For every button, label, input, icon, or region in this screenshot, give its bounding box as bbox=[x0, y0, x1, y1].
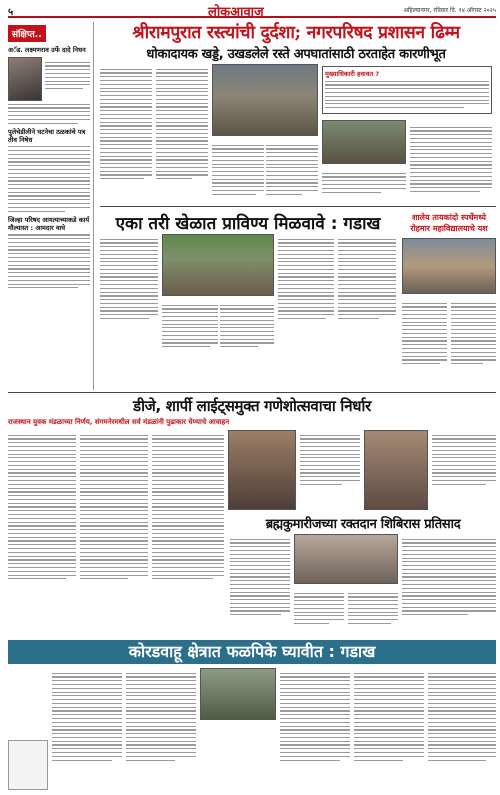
brief-text-2 bbox=[8, 146, 90, 211]
ad-box bbox=[8, 740, 48, 790]
dj-headline: डीजे, शार्पी लाईट्समुक्त गणेशोत्सवाचा निर्धार bbox=[133, 397, 371, 415]
sports-column-1 bbox=[100, 236, 158, 322]
farming-column-5 bbox=[428, 670, 496, 763]
students-photo bbox=[402, 238, 496, 294]
dj-column-5 bbox=[432, 432, 496, 488]
blood-column-1 bbox=[230, 536, 290, 618]
farming-column-2 bbox=[126, 670, 196, 763]
lead-box-heading: मुख्याधिकारी हवावत ? bbox=[325, 70, 380, 78]
sports-column-5 bbox=[338, 236, 396, 322]
lead-column-3 bbox=[212, 142, 264, 198]
dj-subheadline: राजस्थान युवक मंडळाच्या निर्णय, संगमनेरमधील सर्व मंडळांनी पुढाकार घेण्याचे आवाहन bbox=[8, 418, 230, 426]
school-headline: शालेय तायकांदो स्पर्धेमध्ये रोहमार महाविद्यालयाचे यश bbox=[410, 213, 488, 233]
page-header bbox=[8, 4, 496, 18]
farming-column-1 bbox=[52, 670, 122, 763]
section-divider-2 bbox=[8, 392, 496, 393]
blood-column-4 bbox=[402, 536, 496, 618]
sports-column-2 bbox=[162, 302, 218, 350]
school-column-1 bbox=[402, 300, 447, 367]
lead-column-5 bbox=[410, 124, 492, 195]
brief-text-1b bbox=[8, 104, 90, 124]
blood-camp-headline: ब्रह्मकुमारीजच्या रक्तदान शिबिरास प्रतिसाद bbox=[265, 517, 461, 532]
lead-subheadline: धोकादायक खड्डे, उखडलेले रस्ते अपघातांसाठी ठरताहेत कारणीभूत bbox=[146, 47, 446, 62]
athletes-photo bbox=[162, 234, 274, 296]
sports-column-3 bbox=[220, 302, 274, 350]
lead-side-box bbox=[322, 66, 492, 114]
sidebar-briefs bbox=[8, 22, 94, 390]
farming-photo bbox=[200, 668, 276, 720]
dj-column-2 bbox=[80, 432, 148, 582]
road-potholes-photo bbox=[212, 64, 318, 136]
lead-headline: श्रीरामपुरात रस्त्यांची दुर्दशा; नगरपरिषद प्रशासन ढिम्म bbox=[132, 23, 460, 43]
brief-heading-1: अॅड. लक्ष्मणराव उर्फे दादे निधन bbox=[8, 46, 86, 54]
dj-photo-2 bbox=[364, 430, 428, 510]
lead-column-4 bbox=[266, 142, 318, 198]
sports-headline: एका तरी खेळात प्राविण्य मिळवावे : गडाख bbox=[115, 214, 381, 234]
section-divider bbox=[100, 206, 496, 207]
damaged-road-photo bbox=[322, 120, 406, 164]
lead-column-6 bbox=[322, 170, 406, 195]
dj-column-3 bbox=[152, 432, 224, 582]
brief-text-3 bbox=[8, 234, 90, 288]
dj-column-1 bbox=[8, 432, 76, 582]
lead-column-1 bbox=[100, 66, 152, 182]
brief-text-1 bbox=[45, 59, 90, 101]
farming-column-3 bbox=[280, 670, 350, 763]
farming-banner-headline: कोरडवाहू क्षेत्रात फळपिके घ्यावीत : गडाख bbox=[8, 640, 496, 664]
farming-column-4 bbox=[354, 670, 424, 763]
brief-heading-3: जिल्हा परिषद आयत्याच्याकडे कार्य मौल्यास्त : आमदार वाघे bbox=[8, 215, 90, 232]
lead-column-2 bbox=[156, 66, 208, 182]
blood-camp-photo bbox=[294, 534, 398, 584]
masthead-logo: लोकआवाज bbox=[208, 5, 264, 20]
sports-column-4 bbox=[278, 236, 334, 322]
sidebar-title: संक्षिप्त.. bbox=[8, 25, 46, 42]
brief-heading-2: पुलेचेडीलीने घटनेचा ठळकांचे पत्र तीव निषेध bbox=[8, 127, 86, 144]
dj-column-4 bbox=[300, 432, 360, 488]
dj-meeting-photo bbox=[228, 430, 296, 510]
blood-column-3 bbox=[348, 590, 398, 627]
blood-column-2 bbox=[294, 590, 344, 627]
page-number: ५ bbox=[8, 7, 14, 18]
portrait-photo bbox=[8, 57, 42, 101]
dateline: अहिल्यानगर, रविवार दि. १४ ऑगस्ट २०२५ bbox=[403, 7, 496, 14]
school-column-2 bbox=[451, 300, 496, 367]
